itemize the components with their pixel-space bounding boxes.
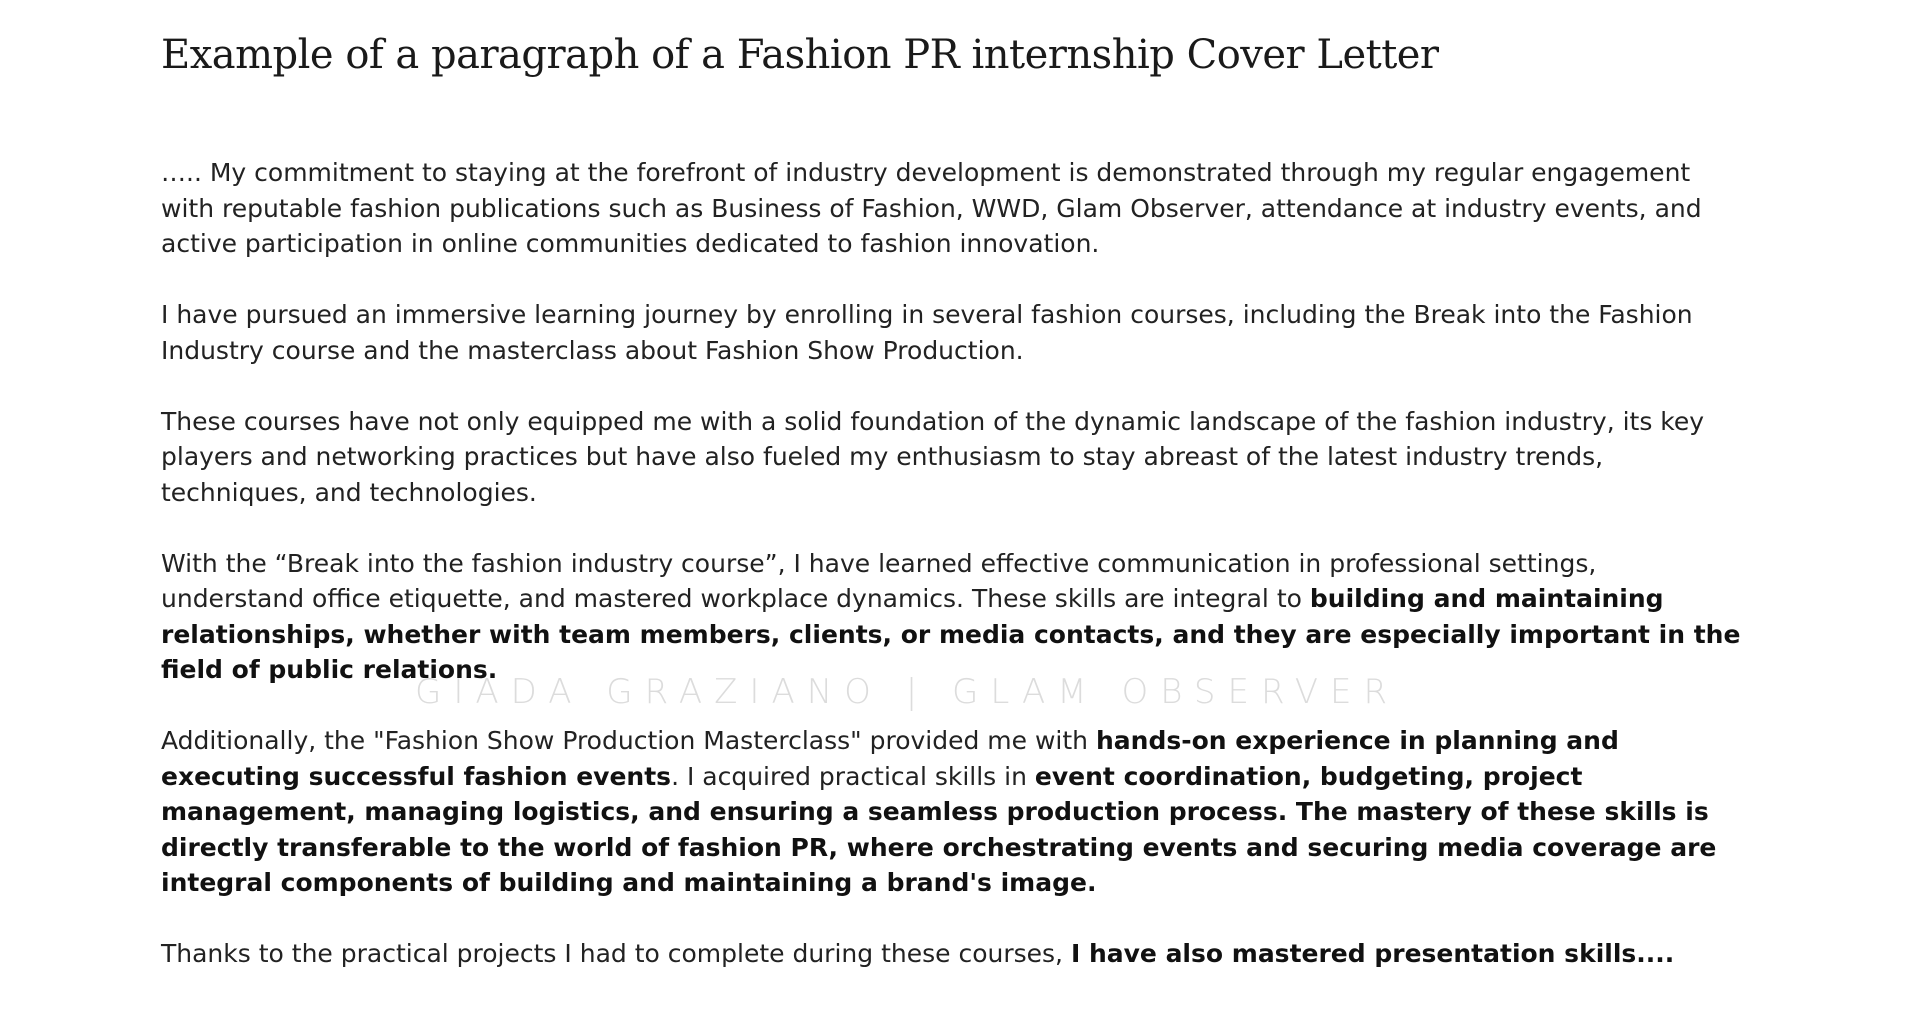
paragraph-communication-emphasis: building and maintaining relationships, whether with team members, clients, or media contacts, and they are especially important in the field of public relations. [161, 584, 1741, 684]
paragraph-masterclass-emphasis-1: hands-on experience in planning and executing successful fashion events [161, 726, 1619, 791]
paragraph-courses: I have pursued an immersive learning journey by enrolling in several fashion courses, including the Break into the Fashion Industry course and the masterclass about Fashion Show Production. [161, 300, 1693, 365]
paragraph-publications: ….. My commitment to staying at the forefront of industry development is demonstrated through my regular engagement with reputable fashion publications such as Business of Fashion, WWD, Glam Observer, attendance at industry events, and active participation in online communities dedicated to fashion innovation. [161, 158, 1702, 258]
paragraph-masterclass-emphasis-2: event coordination, budgeting, project management, managing logistics, and ensuring a seamless production process. The mastery of these skills is directly transferable to the world of fashion PR, where orchestrating events and securing media coverage are integral components of building and maintaining a brand's image. [161, 761, 1717, 897]
paragraph-presentation-emphasis: I have also mastered presentation skills.... [1070, 939, 1675, 968]
paragraph-masterclass-text-1: Additionally, the "Fashion Show Production Masterclass" provided me with [161, 726, 1096, 755]
paragraph-masterclass-text-2: . I acquired practical skills in [671, 761, 1035, 791]
paragraph-masterclass [161, 723, 1741, 901]
paragraph-foundation: These courses have not only equipped me with a solid foundation of the dynamic landscape of the fashion industry, its key players and networking practices but have also fueled my enthusiasm to stay abreast of the latest industry trends, techniques, and technologies. [161, 406, 1705, 507]
paragraph-communication [161, 546, 1741, 688]
watermark-text: GIADA GRAZIANO | GLAM OBSERVER [415, 672, 1400, 712]
paragraph-communication-text: With the “Break into the fashion industry course”, I have learned effective communication in professional settings, understand office etiquette, and mastered workplace dynamics. These skills are integral to [161, 548, 1597, 613]
paragraph-presentation [161, 936, 1741, 972]
paragraph-presentation-text: Thanks to the practical projects I had to complete during these courses, [161, 939, 1071, 968]
cover-letter-body [161, 155, 1741, 1007]
page-title: Example of a paragraph of a Fashion PR internship Cover Letter [161, 32, 1439, 78]
